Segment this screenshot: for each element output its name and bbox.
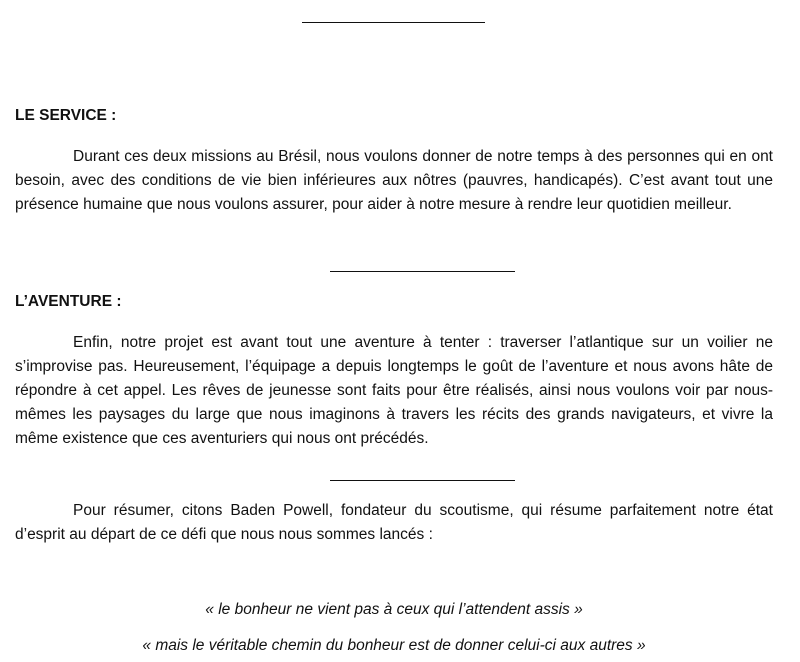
quote-line-2: « mais le véritable chemin du bonheur est de donner celui-ci aux autres » [142,637,646,654]
separator-line-middle [330,271,515,272]
document-page [15,0,773,662]
separator-line-lower [330,480,515,481]
paragraph-resume: Pour résumer, citons Baden Powell, fondateur du scoutisme, qui résume parfaitement notre état d’esprit au départ de ce défi que nous nous sommes lancés : [15,502,773,543]
section-heading-aventure: L’AVENTURE : [15,293,122,310]
paragraph-service: Durant ces deux missions au Brésil, nous voulons donner de notre temps à des personnes qui en ont besoin, avec des conditions de vie bien inférieures aux nôtres (pauvres, handicapés). C’est avant tout une présence humaine que nous voulons assurer, pour aider à notre mesure à rendre leur quotidien meilleur. [15,148,773,213]
section-heading-service: LE SERVICE : [15,107,117,124]
separator-line-top [302,22,485,23]
quote-line-1: « le bonheur ne vient pas à ceux qui l’attendent assis » [205,601,583,618]
paragraph-aventure: Enfin, notre projet est avant tout une aventure à tenter : traverser l’atlantique sur un voilier ne s’improvise pas. Heureusement, l’équipage a depuis longtemps le goût de l’aventure et nous avons hâte de répondre à cet appel. Les rêves de jeunesse sont faits pour être réalisés, ainsi nous voulons voir par nous-mêmes les paysages du large que nous imaginons à travers les récits des grands navigateurs, et vivre la même existence que ces aventuriers qui nous ont précédés. [15,334,773,447]
